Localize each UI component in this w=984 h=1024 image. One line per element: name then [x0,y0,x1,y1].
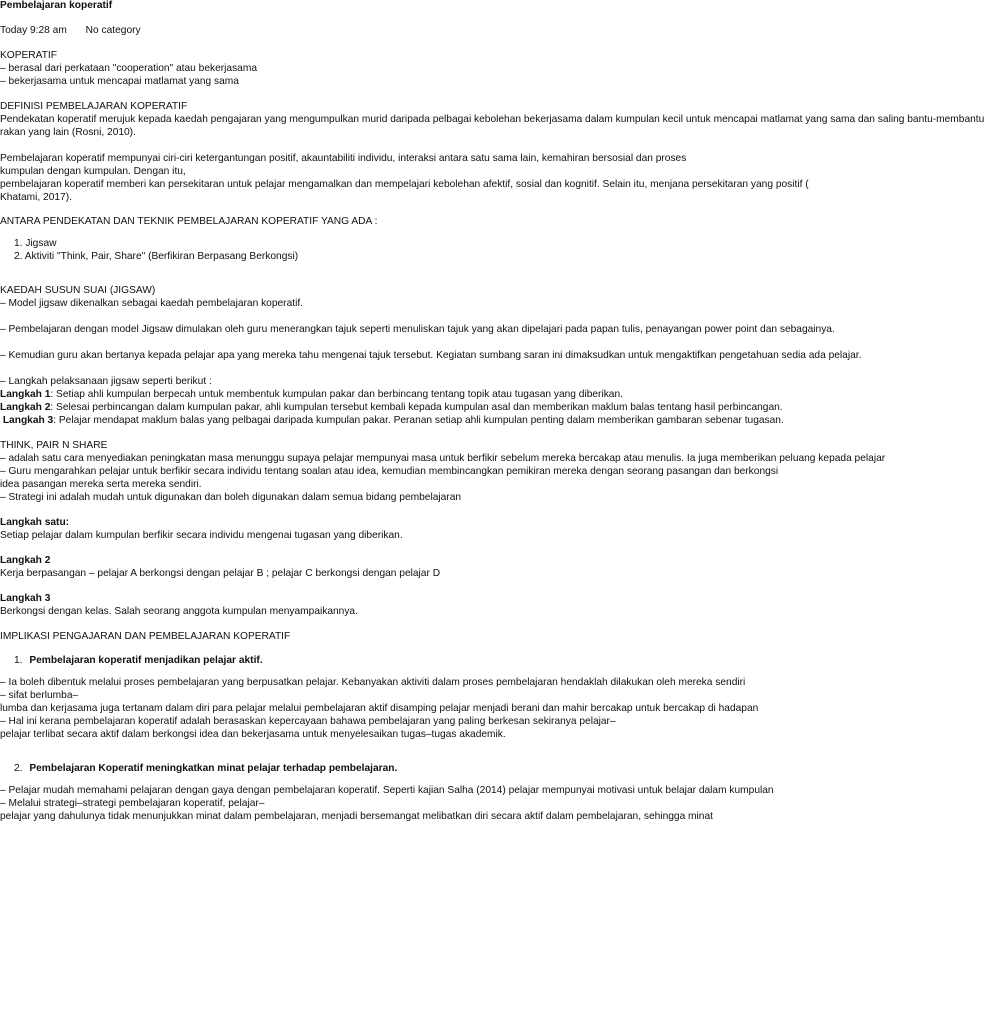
item-number: 1. [14,655,23,666]
section-heading: THINK, PAIR N SHARE [0,440,108,451]
section-heading: ANTARA PENDEKATAN DAN TEKNIK PEMBELAJARAN KOPERATIF YANG ADA : [0,216,378,227]
step-text: : Setiap ahli kumpulan berpecah untuk membentuk kumpulan pakar dan berbincang tentang topik atau tugasan yang diberikan. [50,389,623,400]
text-line: – Kemudian guru akan bertanya kepada pelajar apa yang mereka tahu mengenai tajuk tersebut. Kegiatan sumbang saran ini dimaksudkan untuk mengaktifkan pengetahuan sedia ada pelajar. [0,350,862,361]
step-label: Langkah 1 [0,389,51,400]
text-line: Berkongsi dengan kelas. Salah seorang anggota kumpulan menyampaikannya. [0,606,358,617]
item-title: Pembelajaran Koperatif meningkatkan minat pelajar terhadap pembelajaran. [29,763,398,774]
step-line [0,389,623,402]
text-line: – bekerjasama untuk mencapai matlamat yang sama [0,76,239,87]
step-text: : Selesai perbincangan dalam kumpulan pakar, ahli kumpulan tersebut kembali kepada kumpulan asal dan memberikan maklum balas tentang hasil perbincangan. [50,402,783,413]
text-line: Setiap pelajar dalam kumpulan berfikir secara individu mengenai tugasan yang diberikan. [0,530,403,541]
step-heading: Langkah satu: [0,517,70,528]
text-line: pelajar yang dahulunya tidak menunjukkan minat dalam pembelajaran, menjadi bersemangat melibatkan diri secara aktif dalam pembelajaran, sehingga minat [0,811,713,822]
section-heading: KAEDAH SUSUN SUAI (JIGSAW) [0,285,156,296]
text-line: – Guru mengarahkan pelajar untuk berfikir secara individu tentang soalan atau idea, kemudian membincangkan pemikiran mereka dengan seorang pasangan dan berkongsi [0,466,779,477]
text-line: – Model jigsaw dikenalkan sebagai kaedah pembelajaran koperatif. [0,298,303,309]
text-line: – Pembelajaran dengan model Jigsaw dimulakan oleh guru menerangkan tajuk seperti menuliskan tajuk yang akan dipelajari pada papan tulis, penayangan power point dan sebagainya. [0,324,835,335]
text-line: idea pasangan mereka serta mereka sendiri. [0,479,202,490]
text-line: – Ia boleh dibentuk melalui proses pembelajaran yang berpusatkan pelajar. Kebanyakan aktiviti dalam proses pembelajaran hendaklah dilakukan oleh mereka sendiri [0,677,746,688]
step-label: Langkah 2 [0,402,51,413]
text-line: – Pelajar mudah memahami pelajaran dengan gaya dengan pembelajaran koperatif. Seperti kajian Salha (2014) pelajar mempunyai motivasi untuk belajar dalam kumpulan [0,785,774,796]
section-heading: IMPLIKASI PENGAJARAN DAN PEMBELAJARAN KOPERATIF [0,631,291,642]
step-heading: Langkah 2 [0,555,51,566]
list-item: 2. Aktiviti "Think, Pair, Share" (Berfikiran Berpasang Berkongsi) [14,251,299,262]
section-heading: KOPERATIF [0,50,57,61]
text-line: rakan yang lain (Rosni, 2010). [0,127,136,138]
section-heading: DEFINISI PEMBELAJARAN KOPERATIF [0,101,188,112]
text-line: Pendekatan koperatif merujuk kepada kaedah pengajaran yang mengumpulkan murid daripada pelbagai kebolehan bekerjasama dalam kumpulan kecil untuk mencapai matlamat yang sama dan saling bantu-membantu [0,114,984,125]
step-label: Langkah 3 [0,415,54,426]
text-line: – Langkah pelaksanaan jigsaw seperti berikut : [0,376,212,387]
text-line: lumba dan kerjasama juga tertanam dalam diri para pelajar melalui pembelajaran aktif disamping pelajar menjadi berani dan mahir bercakap untuk bercakap di hadapan [0,703,759,714]
numbered-heading [14,763,397,776]
text-line: Pembelajaran koperatif mempunyai ciri-ciri ketergantungan positif, akauntabiliti individu, interaksi antara satu sama lain, kemahiran bersosial dan proses [0,153,687,164]
text-line: – Melalui strategi–strategi pembelajaran koperatif, pelajar– [0,798,265,809]
step-text: : Pelajar mendapat maklum balas yang pelbagai daripada kumpulan pakar. Peranan setiap ahli kumpulan penting dalam memberikan gambaran sebenar tugasan. [53,415,784,426]
text-line: Kerja berpasangan – pelajar A berkongsi dengan pelajar B ; pelajar C berkongsi dengan pelajar D [0,568,441,579]
item-title: Pembelajaran koperatif menjadikan pelajar aktif. [29,655,263,666]
numbered-heading [14,655,263,668]
text-line: pembelajaran koperatif memberi kan persekitaran untuk pelajar mengamalkan dan mempelajari kebolehan afektif, sosial dan kognitif. Selain itu, menjana persekitaran yang positif ( [0,179,809,190]
text-line: – Strategi ini adalah mudah untuk digunakan dan boleh digunakan dalam semua bidang pembelajaran [0,492,462,503]
note-category[interactable]: No category [85,25,141,36]
text-line: – sifat berlumba– [0,690,79,701]
item-number: 2. [14,763,23,774]
note-title: Pembelajaran koperatif [0,0,113,11]
text-line: Khatami, 2017). [0,192,72,203]
text-line: – adalah satu cara menyediakan peningkatan masa menunggu supaya pelajar mempunyai masa untuk berfikir sebelum mereka bercakap atau menulis. Ia juga memberikan peluang kepada pelajar [0,453,886,464]
text-line: – berasal dari perkataan "cooperation" atau bekerjasama [0,63,257,74]
text-line: kumpulan dengan kumpulan. Dengan itu, [0,166,186,177]
list-item: 1. Jigsaw [14,238,57,249]
note-meta [0,25,141,38]
step-line [0,415,784,428]
step-heading: Langkah 3 [0,593,51,604]
note-date: Today 9:28 am [0,25,67,36]
text-line: pelajar terlibat secara aktif dalam berkongsi idea dan bekerjasama untuk menyelesaikan tugas–tugas akademik. [0,729,506,740]
text-line: – Hal ini kerana pembelajaran koperatif adalah berasaskan kepercayaan bahawa pembelajaran yang paling berkesan sekiranya pelajar– [0,716,616,727]
step-line [0,402,783,415]
